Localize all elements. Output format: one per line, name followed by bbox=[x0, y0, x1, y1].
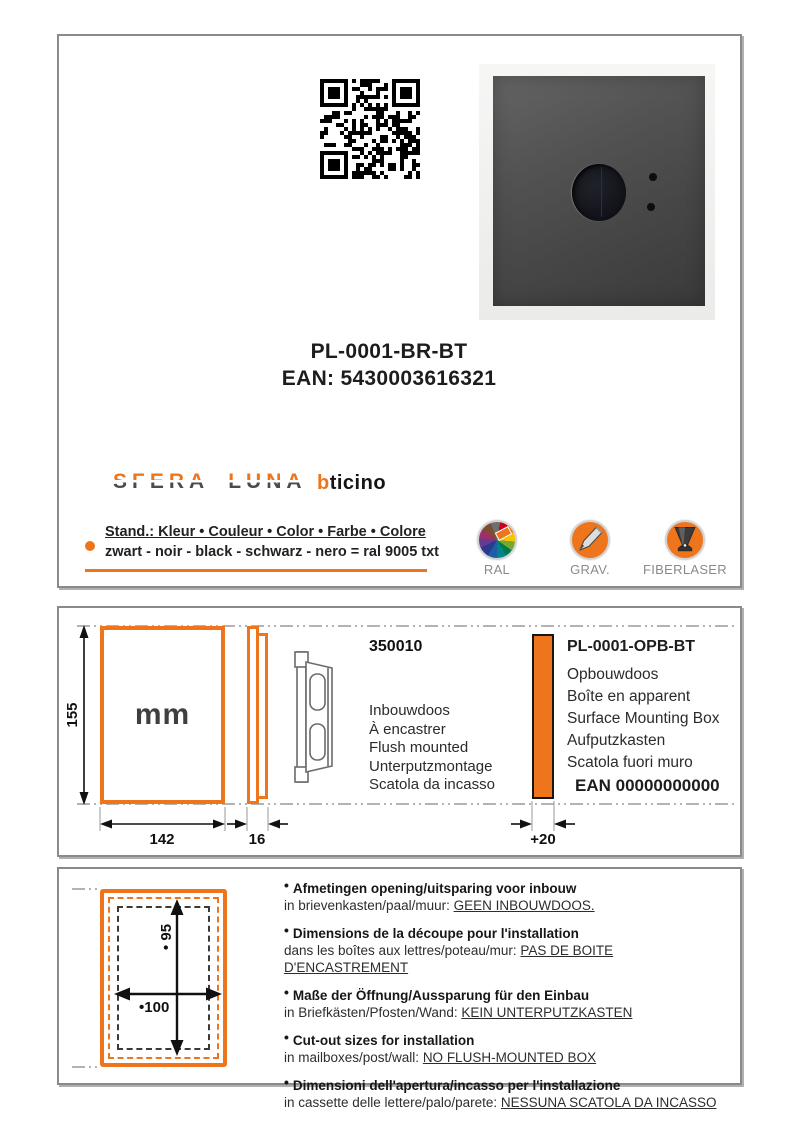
side-view-plate-inner bbox=[256, 633, 268, 799]
flush-box-labels bbox=[369, 702, 495, 795]
hole-seam bbox=[601, 167, 602, 217]
surface-box-ean: EAN 00000000000 bbox=[575, 776, 720, 795]
badge-label-grav: GRAV. bbox=[570, 562, 610, 577]
note-heading-text: Dimensioni dell'apertura/incasso per l'installazione bbox=[292, 1078, 621, 1093]
note-it bbox=[284, 1074, 736, 1111]
cutout-notes-list bbox=[284, 877, 736, 1119]
surface-box-code: PL-0001-OPB-BT bbox=[567, 638, 696, 655]
product-ean: EAN: 5430003616321 bbox=[281, 367, 497, 390]
cutout-height-bullet: • bbox=[158, 944, 175, 951]
front-view-drawing bbox=[100, 626, 225, 804]
qr-code bbox=[320, 79, 420, 179]
surface-box-labels bbox=[567, 664, 720, 774]
note-underlined: PAS DE BOITE D'ENCASTREMENT bbox=[284, 943, 614, 975]
ral-orange-chip bbox=[495, 526, 512, 541]
color-standard-heading: Stand.: Kleur • Couleur • Color • Farbe • Colore bbox=[105, 524, 426, 540]
note-heading bbox=[284, 1029, 736, 1049]
dim-depth-label: 16 bbox=[248, 831, 266, 848]
surface-label-en: Surface Mounting Box bbox=[567, 710, 720, 727]
color-standard-block bbox=[105, 522, 439, 562]
note-line bbox=[284, 1094, 736, 1111]
product-title-block bbox=[209, 338, 569, 392]
bticino-logo-rest: ticino bbox=[329, 472, 387, 494]
camera-speaker-hole bbox=[572, 164, 626, 221]
engraving-pen-icon bbox=[570, 520, 610, 560]
note-prefix: in cassette delle lettere/palo/parete: bbox=[284, 1095, 501, 1110]
note-bullet: • bbox=[284, 877, 289, 893]
note-en bbox=[284, 1029, 736, 1066]
note-de bbox=[284, 984, 736, 1021]
sfera-luna-logo: SFERA LUNA bbox=[113, 470, 307, 493]
note-prefix: in brievenkasten/paal/muur: bbox=[284, 898, 454, 913]
note-line bbox=[284, 942, 736, 976]
ral-colorwheel-icon bbox=[477, 520, 517, 560]
cutout-height-label bbox=[158, 917, 174, 957]
cutout-width-value: 100 bbox=[144, 999, 170, 1016]
flush-label-nl: Inbouwdoos bbox=[369, 702, 450, 719]
cutout-width-label bbox=[139, 999, 169, 1016]
note-underlined: GEEN INBOUWDOOS. bbox=[453, 898, 595, 913]
note-prefix: dans les boîtes aux lettres/poteau/mur: bbox=[284, 943, 521, 958]
flush-label-de: Unterputzmontage bbox=[369, 757, 493, 775]
cutout-section bbox=[57, 867, 742, 1110]
note-fr bbox=[284, 922, 736, 976]
note-line bbox=[284, 1049, 736, 1066]
note-heading bbox=[284, 922, 736, 942]
flush-label-en: Flush mounted bbox=[369, 739, 469, 757]
product-photo bbox=[479, 64, 715, 320]
orange-divider-rule bbox=[85, 569, 427, 572]
unit-label: mm bbox=[134, 698, 191, 731]
product-identity-section bbox=[57, 34, 742, 588]
dimensions-section bbox=[57, 606, 742, 857]
badge-label-ral: RAL bbox=[483, 562, 511, 577]
note-underlined: KEIN UNTERPUTZKASTEN bbox=[461, 1005, 633, 1020]
fiberlaser-icon bbox=[665, 520, 705, 560]
surface-box-bar bbox=[532, 634, 554, 799]
note-heading bbox=[284, 984, 736, 1004]
product-code: PL-0001-BR-BT bbox=[310, 340, 468, 363]
surface-label-fr: Boîte en apparent bbox=[567, 688, 691, 705]
bticino-logo bbox=[317, 472, 386, 495]
bticino-logo-b: b bbox=[317, 472, 330, 494]
note-line bbox=[284, 897, 736, 914]
note-heading bbox=[284, 1074, 736, 1094]
note-heading-text: Cut-out sizes for installation bbox=[292, 1033, 475, 1048]
dim-width-label: 142 bbox=[149, 831, 175, 848]
front-panel-image bbox=[493, 76, 705, 306]
note-line bbox=[284, 1004, 736, 1021]
note-underlined: NESSUNA SCATOLA DA INCASSO bbox=[500, 1095, 717, 1110]
note-heading-text: Dimensions de la découpe pour l'installation bbox=[292, 926, 579, 941]
note-heading-text: Afmetingen opening/uitsparing voor inbouw bbox=[292, 881, 577, 896]
note-underlined: NO FLUSH-MOUNTED BOX bbox=[422, 1050, 597, 1065]
surface-label-nl: Opbouwdoos bbox=[567, 666, 659, 683]
surface-label-de: Aufputzkasten bbox=[567, 732, 666, 749]
note-heading-text: Maße der Öffnung/Aussparung für den Einbau bbox=[292, 988, 590, 1003]
note-bullet: • bbox=[284, 984, 289, 1000]
note-nl bbox=[284, 877, 736, 914]
note-bullet: • bbox=[284, 1074, 289, 1090]
cutout-height-value: 95 bbox=[158, 923, 175, 941]
dim-height-label: 155 bbox=[64, 702, 81, 728]
note-prefix: in Briefkästen/Pfosten/Wand: bbox=[284, 1005, 462, 1020]
color-standard-values: zwart - noir - black - schwarz - nero = ral 9005 txt bbox=[105, 544, 440, 560]
badge-label-fiberlaser: FIBERLASER bbox=[643, 562, 727, 577]
note-prefix: in mailboxes/post/wall: bbox=[284, 1050, 423, 1065]
note-heading bbox=[284, 877, 736, 897]
note-bullet: • bbox=[284, 1029, 289, 1045]
flush-label-it: Scatola da incasso bbox=[369, 776, 495, 794]
cutout-width-bullet: • bbox=[139, 999, 145, 1016]
note-bullet: • bbox=[284, 922, 289, 938]
panel-dot-bottom bbox=[647, 203, 655, 211]
flush-box-code: 350010 bbox=[369, 638, 423, 655]
surface-label-it: Scatola fuori muro bbox=[567, 754, 693, 771]
dim-surface-depth-label: +20 bbox=[530, 831, 556, 848]
flush-box-cross-section bbox=[294, 642, 338, 792]
flush-label-fr: À encastrer bbox=[369, 720, 446, 738]
color-row-bullet-icon bbox=[85, 541, 95, 551]
panel-dot-top bbox=[649, 173, 657, 181]
